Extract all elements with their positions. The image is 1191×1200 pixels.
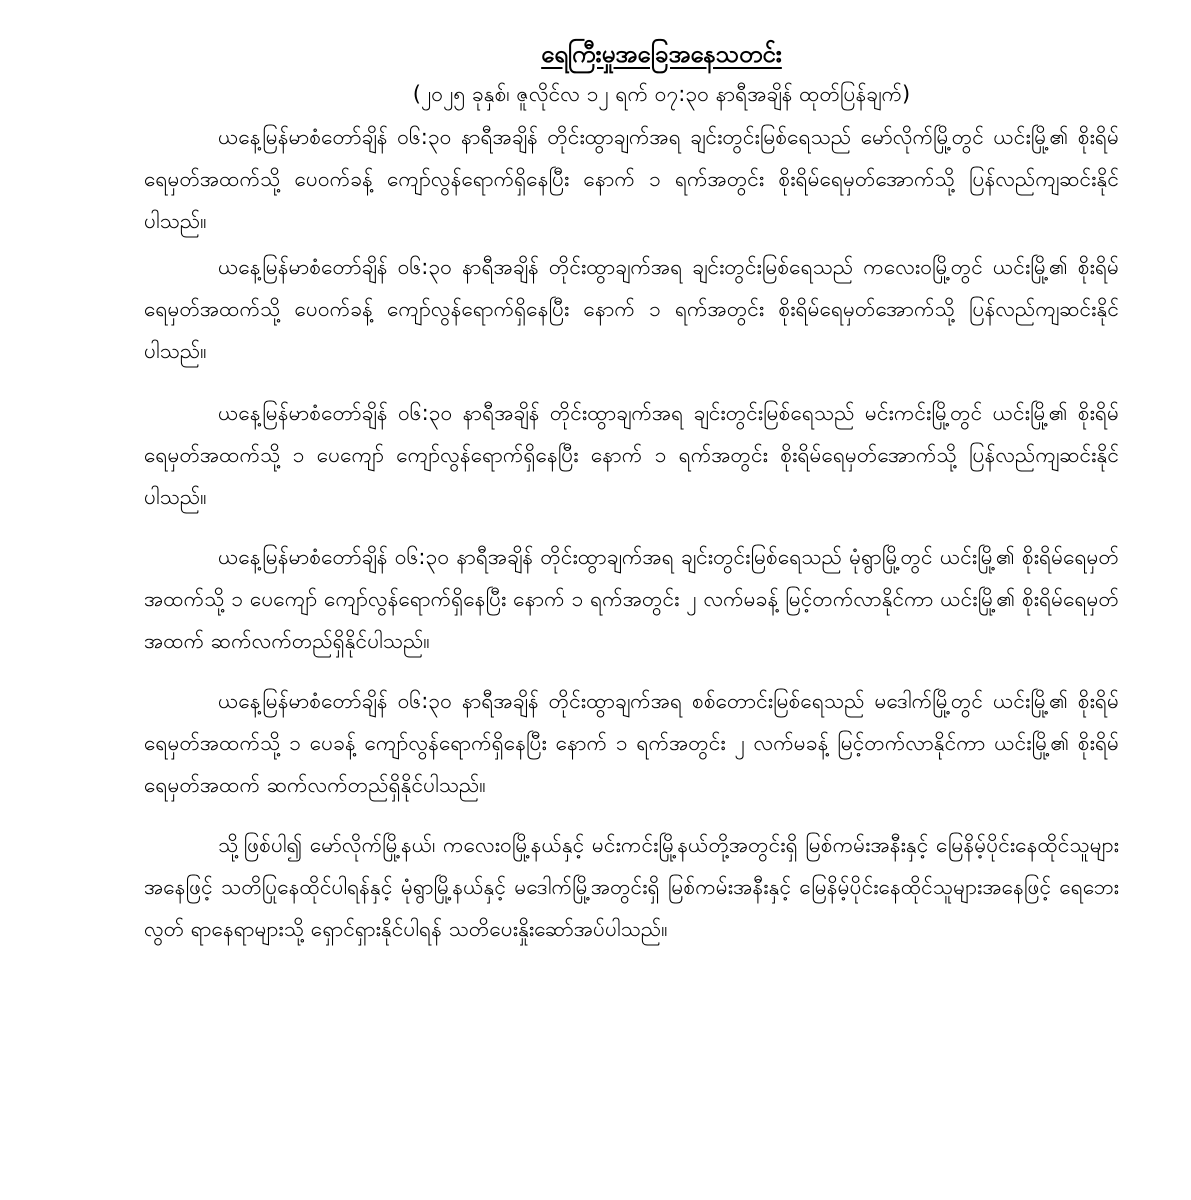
document-title-text: ရေကြီးမှုအခြေအနေသတင်း xyxy=(541,40,782,68)
paragraph-kalewa: ယနေ့မြန်မာစံတော်ချိန် ၀၆:၃၀ နာရီအချိန် တိုင်းထွာချက်အရ ချင်းတွင်းမြစ်ရေသည် ကလေးဝမြို့တွင် ယင်းမြို့၏ စိုးရိမ်ရေမှတ်အထက်သို့ ပေ၀က်ခန့် ကျော်လွန်ရောက်ရှိနေပြီး နောက် ၁ ရက်အတွင်း စိုးရိမ်ရေမှတ်အောက်သို့ ပြန်လည်ကျဆင်းနိုင်ပါသည်။ xyxy=(144,255,1119,363)
paragraph-warning: သို့ဖြစ်ပါ၍ မော်လိုက်မြို့နယ်၊ ကလေးဝမြို့နယ်နှင့် မင်းကင်းမြို့နယ်တို့အတွင်းရှိ မြစ်ကမ်းအနီးနှင့် မြေနိမ့်ပိုင်းနေထိုင်သူများအနေဖြင့် သတိပြုနေထိုင်ပါရန်နှင့် မုံရွာမြို့နယ်နှင့် မဒေါက်မြို့အတွင်းရှိ မြစ်ကမ်းအနီးနှင့် မြေနိမ့်ပိုင်းနေထိုင်သူများအနေဖြင့် ရေဘေးလွတ် ရာနေရာများသို့ ရှောင်ရှားနိုင်ပါရန် သတိပေးနှိုးဆော်အပ်ပါသည်။ xyxy=(144,833,1119,941)
document-subtitle: (၂၀၂၅ ခုနှစ်၊ ဇူလိုင်လ ၁၂ ရက် ၀၇:၃၀ နာရီအချိန် ထုတ်ပြန်ချက်) xyxy=(412,82,911,106)
document-title xyxy=(144,36,1119,72)
paragraph-madauk: ယနေ့မြန်မာစံတော်ချိန် ၀၆:၃၀ နာရီအချိန် တိုင်းထွာချက်အရ စစ်တောင်းမြစ်ရေသည် မဒေါက်မြို့တွင် ယင်းမြို့၏ စိုးရိမ်ရေမှတ်အထက်သို့ ၁ ပေခန့် ကျော်လွန်ရောက်ရှိနေပြီး နောက် ၁ ရက်အတွင်း ၂ လက်မခန့် မြင့်တက်လာနိုင်ကာ ယင်းမြို့၏ စိုးရိမ်ရေမှတ်အထက် ဆက်လက်တည်ရှိနိုင်ပါသည်။ xyxy=(144,689,1119,797)
paragraph-mingin: ယနေ့မြန်မာစံတော်ချိန် ၀၆:၃၀ နာရီအချိန် တိုင်းထွာချက်အရ ချင်းတွင်းမြစ်ရေသည် မင်းကင်းမြို့တွင် ယင်းမြို့၏ စိုးရိမ်ရေမှတ်အထက်သို့ ၁ ပေကျော် ကျော်လွန်ရောက်ရှိနေပြီး နောက် ၁ ရက်အတွင်း စိုးရိမ်ရေမှတ်အောက်သို့ ပြန်လည်ကျဆင်းနိုင်ပါသည်။ xyxy=(144,401,1119,509)
paragraph-maw-lite: ယနေ့မြန်မာစံတော်ချိန် ၀၆:၃၀ နာရီအချိန် တိုင်းထွာချက်အရ ချင်းတွင်းမြစ်ရေသည် မော်လိုက်မြို့တွင် ယင်းမြို့၏ စိုးရိမ်ရေမှတ်အထက်သို့ ပေ၀က်ခန့် ကျော်လွန်ရောက်ရှိနေပြီး နောက် ၁ ရက်အတွင်း စိုးရိမ်ရေမှတ်အောက်သို့ ပြန်လည်ကျဆင်းနိုင်ပါသည်။ xyxy=(144,125,1119,233)
paragraph-monywa: ယနေ့မြန်မာစံတော်ချိန် ၀၆:၃၀ နာရီအချိန် တိုင်းထွာချက်အရ ချင်းတွင်းမြစ်ရေသည် မုံရွာမြို့တွင် ယင်းမြို့၏ စိုးရိမ်ရေမှတ်အထက်သို့ ၁ ပေကျော် ကျော်လွန်ရောက်ရှိနေပြီး နောက် ၁ ရက်အတွင်း ၂ လက်မခန့် မြင့်တက်လာနိုင်ကာ ယင်းမြို့၏ စိုးရိမ်ရေမှတ်အထက် ဆက်လက်တည်ရှိနိုင်ပါသည်။ xyxy=(144,545,1119,653)
